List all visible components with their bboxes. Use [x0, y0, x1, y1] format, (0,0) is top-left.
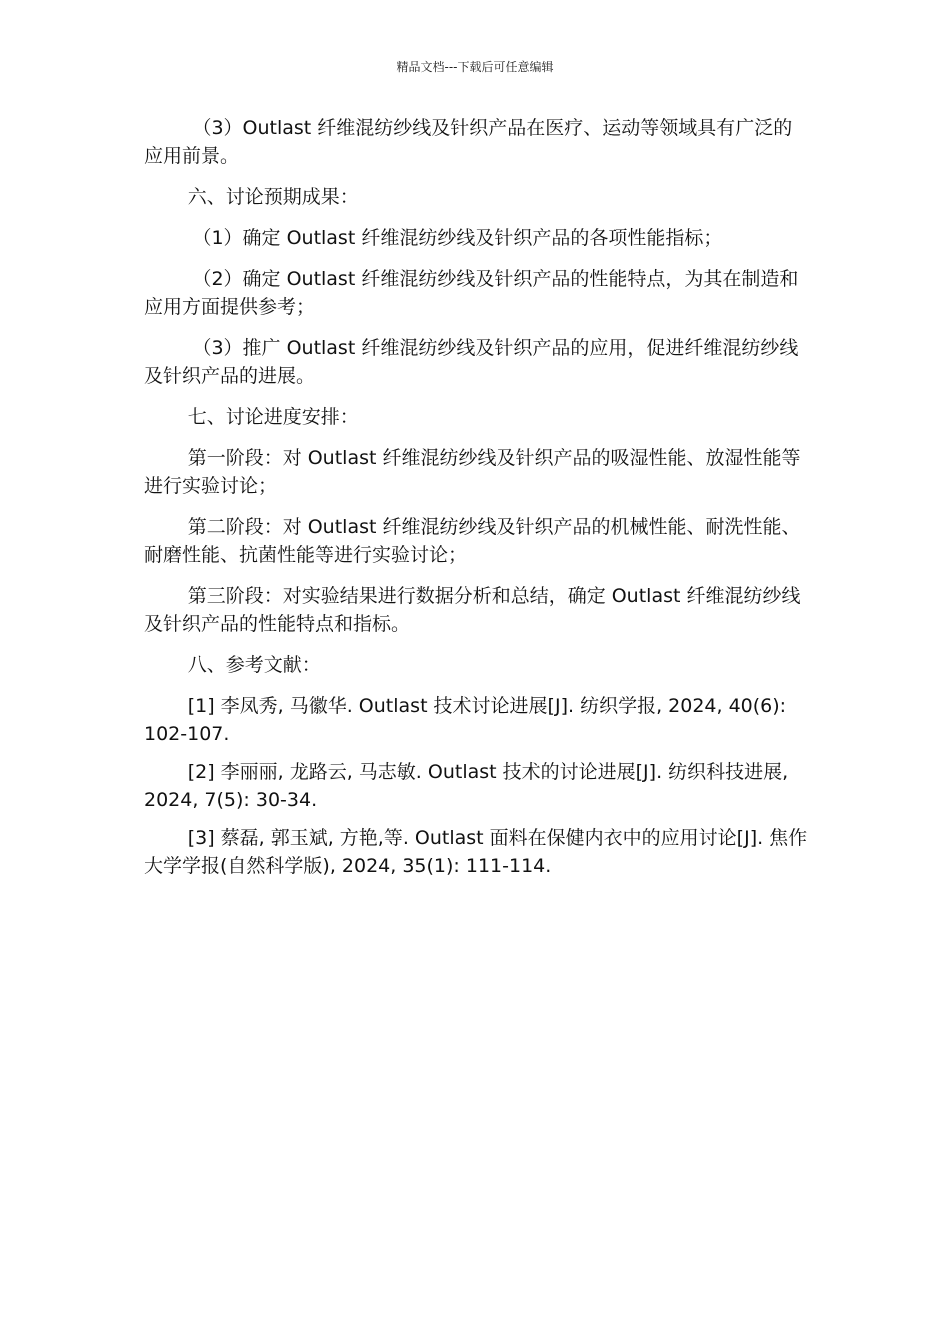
section-heading-references: 八、参考文献：	[187, 654, 321, 676]
reference-item-3: [3] 蔡磊, 郭玉斌, 方艳,等. Outlast 面料在保健内衣中的应用讨论[J]. 焦作大学学报(自然科学版), 2024, 35(1): 111-114.	[144, 827, 808, 877]
result-item-1: （1）确定 Outlast 纤维混纺纱线及针织产品的各项性能指标；	[192, 227, 723, 249]
result-item-2: （2）确定 Outlast 纤维混纺纱线及针织产品的性能特点，为其在制造和应用方面提供参考；	[144, 268, 799, 318]
schedule-phase-2: 第二阶段：对 Outlast 纤维混纺纱线及针织产品的机械性能、耐洗性能、耐磨性能、抗菌性能等进行实验讨论；	[144, 516, 801, 566]
document-body	[144, 114, 810, 890]
result-item-3: （3）推广 Outlast 纤维混纺纱线及针织产品的应用，促进纤维混纺纱线及针织产品的进展。	[144, 337, 799, 387]
section-heading-expected-results: 六、讨论预期成果：	[187, 186, 359, 208]
page-header: 精品文档---下载后可任意编辑	[396, 60, 554, 74]
schedule-phase-3: 第三阶段：对实验结果进行数据分析和总结，确定 Outlast 纤维混纺纱线及针织产品的性能特点和指标。	[144, 585, 801, 635]
reference-item-1: [1] 李凤秀, 马徽华. Outlast 技术讨论进展[J]. 纺织学报, 2024, 40(6): 102-107.	[144, 695, 787, 745]
schedule-phase-1: 第一阶段：对 Outlast 纤维混纺纱线及针织产品的吸湿性能、放湿性能等进行实验讨论；	[144, 447, 801, 497]
reference-item-2: [2] 李丽丽, 龙路云, 马志敏. Outlast 技术的讨论进展[J]. 纺织科技进展, 2024, 7(5): 30-34.	[144, 761, 789, 811]
paragraph-application-prospect: （3）Outlast 纤维混纺纱线及针织产品在医疗、运动等领域具有广泛的应用前景。	[144, 117, 793, 167]
section-heading-schedule: 七、讨论进度安排：	[187, 406, 359, 428]
